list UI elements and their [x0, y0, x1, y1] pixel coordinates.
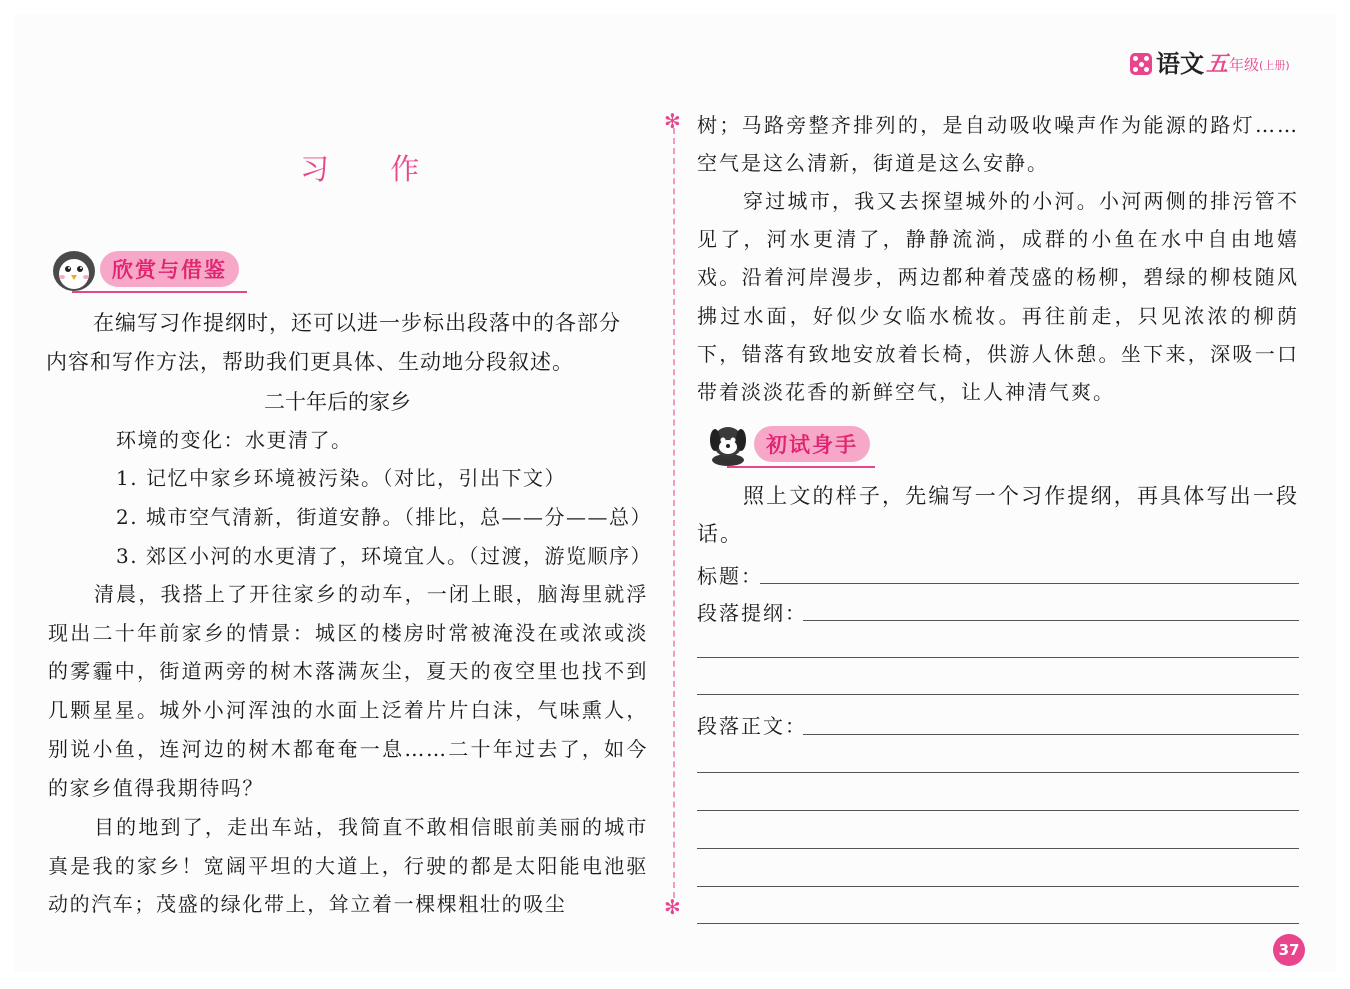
- title-input-line[interactable]: [760, 583, 1299, 584]
- body-input-line[interactable]: [697, 886, 1299, 887]
- body-input-line[interactable]: [803, 734, 1299, 735]
- outline-input-line[interactable]: [697, 694, 1299, 695]
- penguin-icon: [50, 245, 98, 293]
- body-input-line[interactable]: [697, 772, 1299, 773]
- outline-heading: 环境的变化：水更清了。: [116, 428, 353, 452]
- essay-continuation: 树；马路旁整齐排列的，是自动吸收噪声作为能源的路灯……空气是这么清新，街道是这么安静。: [697, 113, 1299, 176]
- puppy-icon: [704, 420, 752, 468]
- body-input-line[interactable]: [697, 848, 1299, 849]
- essay-title: 二十年后的家乡: [264, 390, 411, 414]
- essay-paragraph-1: 清晨，我搭上了开往家乡的动车，一闭上眼，脑海里就浮现出二十年前家乡的情景：城区的楼房时常被淹没在或浓或淡的雾霾中，街道两旁的树木落满灰尘，夏天的夜空里也找不到几颗星星。城外小河浑浊的水面上泛着片片白沫，气味熏人，别说小鱼，连河边的树木都奄奄一息……二十年过去了，如今的家乡值得我期待吗？: [48, 582, 648, 800]
- section-underline: [72, 291, 247, 293]
- body-label: 段落正文：: [697, 714, 807, 738]
- title-label: 标题：: [697, 564, 763, 588]
- page-number: 37: [1273, 934, 1305, 966]
- essay-paragraph-3: 穿过城市，我又去探望城外的小河。小河两侧的排污管不见了，河水更清了，静静流淌，成群的小鱼在水中自由地嬉戏。沿着河岸漫步，两边都种着茂盛的杨柳，碧绿的柳枝随风拂过水面，好似少女临水梳妆。再往前走，只见浓浓的柳荫下，错落有致地安放着长椅，供游人休憩。坐下来，深吸一口带着淡淡花香的新鲜空气，让人神清气爽。: [697, 189, 1299, 405]
- outline-input-line[interactable]: [803, 620, 1299, 621]
- intro-line-1: 在编写习作提纲时，还可以进一步标出段落中的各部分: [93, 311, 621, 335]
- try-label: 初试身手: [754, 426, 870, 462]
- brand-volume: (上册): [1259, 59, 1290, 72]
- appreciate-label: 欣赏与借鉴: [100, 251, 239, 287]
- brand-grade: 五: [1206, 51, 1229, 77]
- essay-paragraph-2: 目的地到了，走出车站，我简直不敢相信眼前美丽的城市真是我的家乡！宽阔平坦的大道上，行驶的都是太阳能电池驱动的汽车；茂盛的绿化带上，耸立着一棵棵粗壮的吸尘: [48, 815, 648, 917]
- body-input-line[interactable]: [697, 923, 1299, 924]
- body-input-line[interactable]: [697, 810, 1299, 811]
- brand-subject: 语文: [1156, 50, 1204, 78]
- appreciate-section-header: [50, 245, 239, 293]
- section-underline: [727, 466, 875, 468]
- column-divider: [673, 128, 675, 898]
- outline-input-line[interactable]: [697, 657, 1299, 658]
- brand-grade-suffix: 年级: [1229, 56, 1260, 74]
- outline-item: 1. 记忆中家乡环境被污染。（对比，引出下文）: [116, 466, 566, 490]
- writing-instruction: 照上文的样子，先编写一个习作提纲，再具体写出一段话。: [697, 484, 1299, 546]
- dice-icon: [1130, 53, 1152, 75]
- flower-icon: ✻: [664, 109, 681, 133]
- flower-icon: ✻: [664, 895, 681, 919]
- page-title: 习 作: [300, 152, 446, 186]
- outline-item: 3. 郊区小河的水更清了，环境宜人。（过渡，游览顺序）: [116, 544, 652, 568]
- intro-line-2: 内容和写作方法，帮助我们更具体、生动地分段叙述。: [46, 350, 574, 374]
- brand-header: [1130, 50, 1290, 78]
- outline-label: 段落提纲：: [697, 601, 807, 625]
- outline-item: 2. 城市空气清新，街道安静。（排比，总——分——总）: [116, 505, 652, 529]
- try-section-header: [704, 420, 870, 468]
